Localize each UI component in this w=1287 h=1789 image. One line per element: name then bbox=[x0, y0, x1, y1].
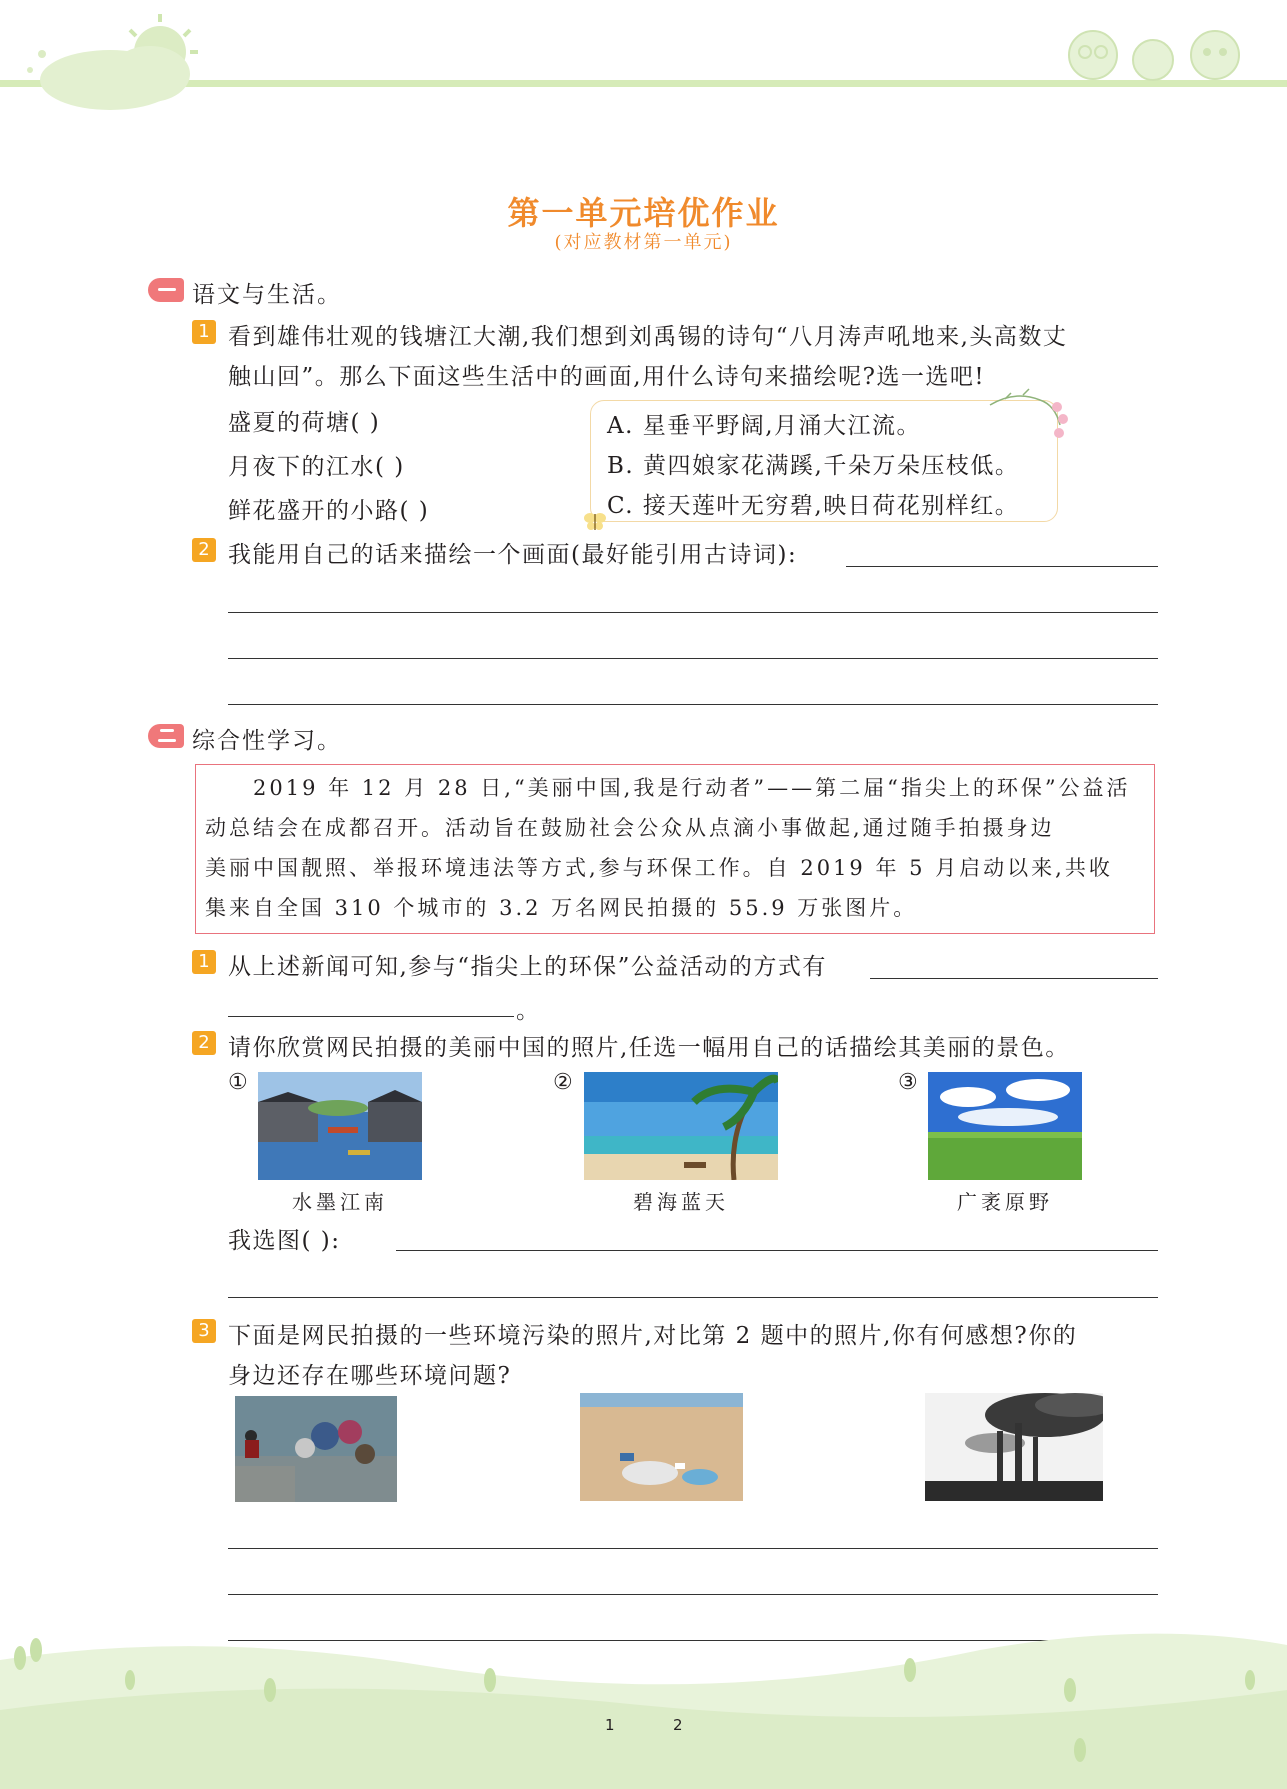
photo-caption: 广袤原野 bbox=[957, 1190, 1053, 1214]
photo-caption: 水墨江南 bbox=[292, 1190, 388, 1214]
page-subtitle: (对应教材第一单元) bbox=[554, 232, 733, 253]
flower-vine-icon bbox=[985, 385, 1075, 445]
photo-beach-litter[interactable] bbox=[580, 1393, 743, 1501]
choice-b: B. 黄四娘家花满蹊,千朵万朵压枝低。 bbox=[607, 453, 1020, 479]
question-text: 触山回”。那么下面这些生活中的画面,用什么诗句来描绘呢?选一选吧! bbox=[228, 364, 986, 390]
choice-a: A. 星垂平野阔,月涌大江流。 bbox=[607, 413, 922, 439]
news-line: 2019 年 12 月 28 日,“美丽中国,我是行动者”——第二届“指尖上的环保”公益活 bbox=[253, 776, 1131, 800]
answer-item[interactable]: 盛夏的荷塘( ) bbox=[228, 410, 381, 436]
photo-water-town[interactable] bbox=[258, 1072, 422, 1180]
section-one-title: 语文与生活。 bbox=[192, 282, 342, 308]
photo-grassland[interactable] bbox=[928, 1072, 1082, 1180]
photo-number: ③ bbox=[898, 1070, 918, 1095]
answer-line[interactable] bbox=[228, 1548, 1158, 1549]
photo-polluted-river[interactable] bbox=[235, 1395, 397, 1503]
header-decoration bbox=[0, 0, 1287, 110]
page-title: 第一单元培优作业 bbox=[507, 194, 780, 232]
section-two-title: 综合性学习。 bbox=[192, 728, 342, 754]
butterfly-icon bbox=[582, 508, 608, 534]
page-number: 2 bbox=[673, 1716, 683, 1734]
photo-caption: 碧海蓝天 bbox=[633, 1190, 729, 1214]
news-line: 动总结会在成都召开。活动旨在鼓励社会公众从点滴小事做起,通过随手拍摄身边 bbox=[205, 816, 1055, 840]
section-one-icon bbox=[148, 278, 184, 302]
answer-line[interactable] bbox=[228, 1594, 1158, 1595]
question-number-badge: 2 bbox=[192, 1031, 216, 1055]
question-text: 我能用自己的话来描绘一个画面(最好能引用古诗词): bbox=[228, 542, 798, 568]
animal-faces-icon bbox=[1069, 31, 1239, 80]
select-label: 我选图( ): bbox=[228, 1228, 341, 1254]
period-mark: 。 bbox=[516, 998, 541, 1024]
photo-number: ① bbox=[228, 1070, 248, 1095]
answer-item[interactable]: 月夜下的江水( ) bbox=[228, 454, 405, 480]
news-line: 集来自全国 310 个城市的 3.2 万名网民拍摄的 55.9 万张图片。 bbox=[205, 896, 918, 920]
answer-line[interactable] bbox=[846, 566, 1158, 567]
section-two-icon bbox=[148, 724, 184, 748]
photo-sea-sky[interactable] bbox=[584, 1072, 778, 1180]
answer-line[interactable] bbox=[228, 704, 1158, 705]
photo-factory-smoke[interactable] bbox=[925, 1393, 1103, 1501]
page-number: 1 bbox=[605, 1716, 615, 1734]
answer-line[interactable] bbox=[228, 612, 1158, 613]
answer-line[interactable] bbox=[228, 658, 1158, 659]
question-number-badge: 1 bbox=[192, 950, 216, 974]
choice-c: C. 接天莲叶无穷碧,映日荷花别样红。 bbox=[607, 493, 1020, 519]
question-text: 身边还存在哪些环境问题? bbox=[228, 1363, 512, 1389]
question-number-badge: 2 bbox=[192, 538, 216, 562]
question-number-badge: 3 bbox=[192, 1319, 216, 1343]
answer-line[interactable] bbox=[228, 1297, 1158, 1298]
photo-number: ② bbox=[553, 1070, 573, 1095]
footer-hills bbox=[0, 1620, 1287, 1789]
answer-item[interactable]: 鲜花盛开的小路( ) bbox=[228, 498, 430, 524]
question-text: 下面是网民拍摄的一些环境污染的照片,对比第 2 题中的照片,你有何感想?你的 bbox=[228, 1323, 1078, 1349]
question-text: 看到雄伟壮观的钱塘江大潮,我们想到刘禹锡的诗句“八月涛声吼地来,头高数丈 bbox=[228, 324, 1068, 350]
answer-line[interactable] bbox=[870, 978, 1158, 979]
answer-line[interactable] bbox=[228, 1016, 514, 1017]
answer-line[interactable] bbox=[396, 1250, 1158, 1251]
question-text: 从上述新闻可知,参与“指尖上的环保”公益活动的方式有 bbox=[228, 954, 827, 980]
question-text: 请你欣赏网民拍摄的美丽中国的照片,任选一幅用自己的话描绘其美丽的景色。 bbox=[228, 1035, 1070, 1061]
cloud-sun-icon bbox=[27, 14, 198, 110]
question-number-badge: 1 bbox=[192, 320, 216, 344]
news-line: 美丽中国靓照、举报环境违法等方式,参与环保工作。自 2019 年 5 月启动以来,共收 bbox=[205, 856, 1113, 880]
